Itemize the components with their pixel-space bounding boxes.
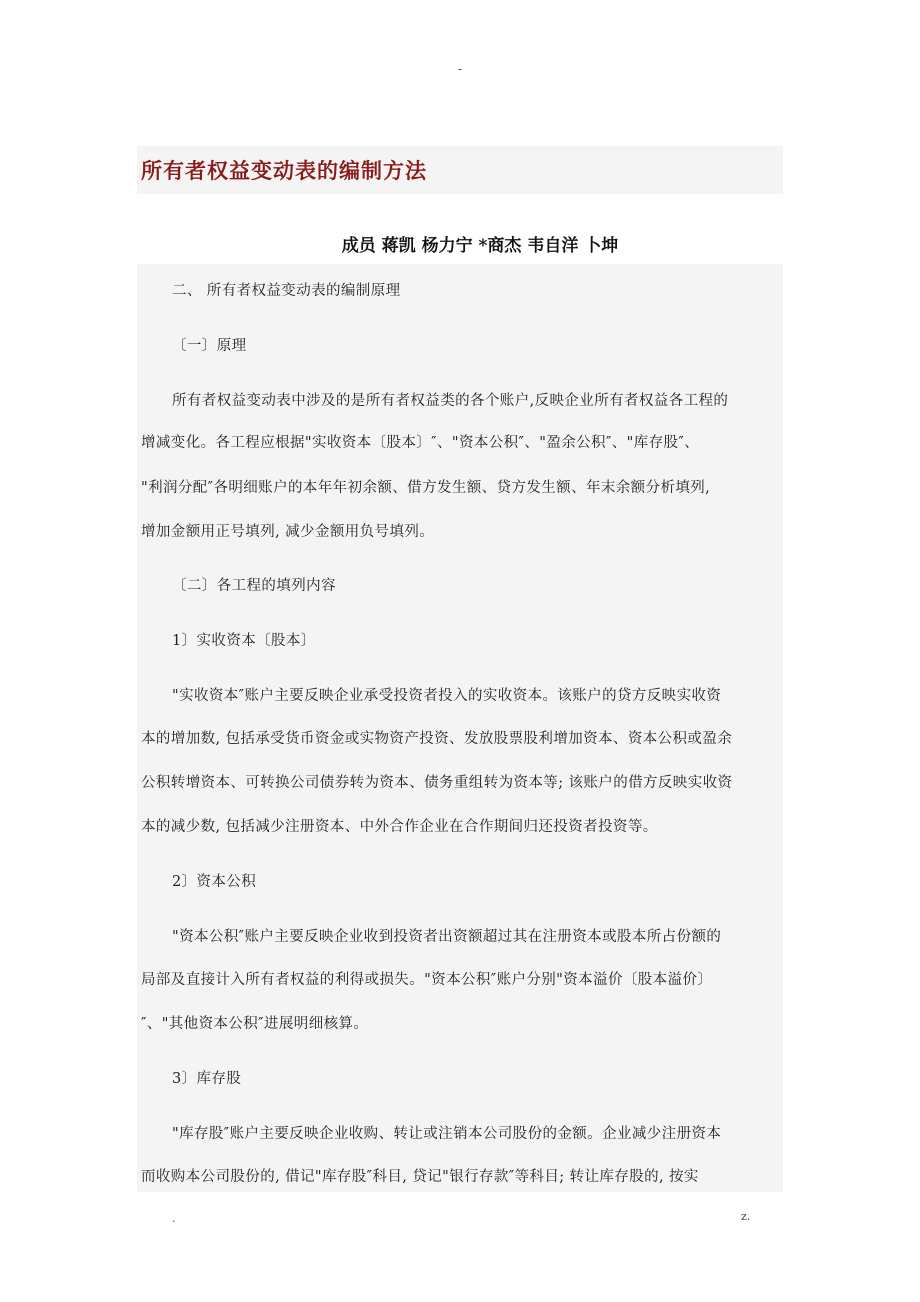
document-title: 所有者权益变动表的编制方法 <box>141 158 427 183</box>
paragraph-line: 本的减少数, 包括减少注册资本、中外合作企业在合作期间归还投资者投资等。 <box>141 819 658 835</box>
paragraph-line: 增减变化。各工程应根据"实收资本〔股本〕″、"资本公积″、"盈余公积″、"库存股″、 <box>141 435 700 451</box>
paragraph-line: "资本公积″账户主要反映企业收到投资者出资额超过其在注册资本或股本所占份额的 <box>172 929 722 945</box>
paragraph-line: ″、"其他资本公积″进展明细核算。 <box>141 1016 369 1032</box>
item-heading: 1〕实收资本〔股本〕 <box>172 633 316 649</box>
paragraph-line: "库存股″账户主要反映企业收购、转让或注销本公司股份的金额。企业减少注册资本 <box>172 1126 722 1142</box>
paragraph-line: 增加金额用正号填列, 减少金额用负号填列。 <box>141 524 435 540</box>
title-band <box>137 146 783 194</box>
page-header-mark: - <box>457 62 463 76</box>
paragraph-line: "实收资本″账户主要反映企业承受投资者投入的实收资本。该账户的贷方反映实收资 <box>172 688 722 704</box>
footer-right-mark: z. <box>741 1210 751 1223</box>
paragraph-line: 本的增加数, 包括承受货币资金或实物资产投资、发放股票股利增加资本、资本公积或盈余 <box>141 731 733 747</box>
subsection-heading: 〔一〕原理 <box>172 338 247 354</box>
subsection-heading: 〔二〕各工程的填列内容 <box>172 578 336 594</box>
footer-left-mark: . <box>172 1212 176 1225</box>
paragraph-line: 局部及直接计入所有者权益的利得或损失。"资本公积″账户分别"资本溢价〔股本溢价〕 <box>141 972 713 988</box>
paragraph-line: 所有者权益变动表中涉及的是所有者权益类的各个账户,反映企业所有者权益各工程的 <box>172 393 729 409</box>
author-list: 成员 蒋凯 杨力宁 *商杰 韦自洋 卜坤 <box>341 236 619 256</box>
item-heading: 2〕资本公积 <box>172 874 257 890</box>
paragraph-line: 而收购本公司股份的, 借记"库存股″科目, 贷记"银行存款″等科目; 转让库存股的, 按实 <box>141 1169 699 1185</box>
paragraph-line: 公积转增资本、可转换公司债券转为资本、债务重组转为资本等; 该账户的借方反映实收资 <box>141 775 733 791</box>
paragraph-line: "利润分配″各明细账户的本年年初余额、借方发生额、贷方发生额、年末余额分析填列, <box>141 480 711 496</box>
section-heading: 二、 所有者权益变动表的编制原理 <box>172 283 401 299</box>
item-heading: 3〕库存股 <box>172 1071 242 1087</box>
